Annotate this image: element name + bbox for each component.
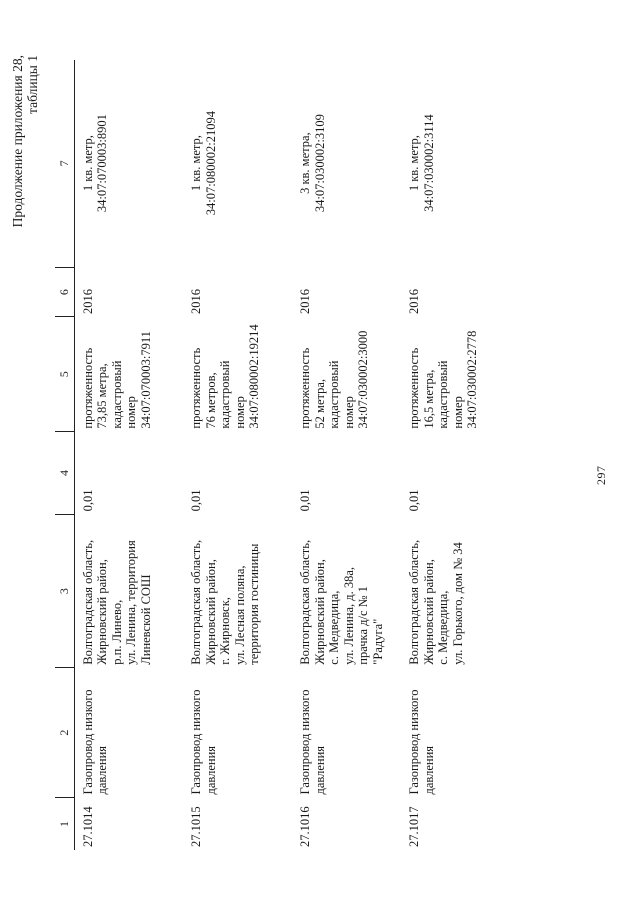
object-characteristics-line: протяженность xyxy=(189,347,203,429)
object-address-line: Линевской СОШ xyxy=(138,574,153,665)
row-number: 27.1015 xyxy=(189,806,203,847)
object-year: 2016 xyxy=(407,288,421,314)
object-address xyxy=(401,514,510,667)
column-header-4: 4 xyxy=(55,432,74,515)
land-cadastre xyxy=(401,60,510,267)
land-cadastre xyxy=(292,60,401,267)
row-number: 27.1016 xyxy=(298,806,312,847)
table-row xyxy=(292,60,401,850)
object-address-line: Волгоградская область, xyxy=(298,539,312,665)
object-value: 0,01 xyxy=(189,489,203,512)
land-cadastre-line: 3 кв. метра, xyxy=(298,132,312,194)
object-address-line: г. Жирновск, xyxy=(218,597,232,665)
table-row xyxy=(401,60,510,850)
object-address xyxy=(74,514,183,667)
column-number-row xyxy=(55,60,74,850)
object-characteristics-line: 34:07:080002:19214 xyxy=(247,324,261,429)
object-address-line: Волгоградская область, xyxy=(189,539,203,665)
object-address-line: территория гостиницы xyxy=(247,543,261,665)
object-name-line: давления xyxy=(95,745,109,795)
land-cadastre-line: 1 кв. метр, xyxy=(189,135,203,192)
object-address-line: с. Медведица, xyxy=(327,590,341,665)
object-name-line: Газопровод низкого xyxy=(407,689,421,795)
land-cadastre-line: 1 кв. метр, xyxy=(80,135,95,192)
land-cadastre xyxy=(183,60,292,267)
row-number: 27.1014 xyxy=(80,806,95,847)
object-name-line: давления xyxy=(421,745,436,795)
column-header-7: 7 xyxy=(55,60,74,267)
object-address-line: прачка д/с № 1 xyxy=(356,586,370,665)
object-name-line: давления xyxy=(312,745,327,795)
object-name xyxy=(292,668,401,798)
object-address xyxy=(292,514,401,667)
appendix-note-line-2: таблицы 1 xyxy=(25,55,40,114)
page-number: 297 xyxy=(594,465,608,485)
land-cadastre-line: 34:07:030002:3109 xyxy=(312,114,327,213)
object-characteristics xyxy=(401,317,510,432)
object-address-line: Жирновский район, xyxy=(203,559,218,665)
object-value: 0,01 xyxy=(407,489,421,512)
land-cadastre-line: 34:07:030002:3114 xyxy=(421,114,436,212)
object-address-line: р.п. Линево, xyxy=(109,599,124,665)
object-characteristics-line: кадастровый xyxy=(436,360,450,429)
object-name-line: Газопровод низкого xyxy=(298,689,312,795)
object-name-line: Газопровод низкого xyxy=(189,689,203,795)
object-characteristics-line: кадастровый xyxy=(327,360,341,429)
column-header-5: 5 xyxy=(55,317,74,432)
object-characteristics-line: номер xyxy=(232,396,247,429)
object-year: 2016 xyxy=(189,288,203,314)
object-characteristics-line: 52 метра, xyxy=(312,378,327,429)
object-address-line: ул. Лесная поляна, xyxy=(232,565,247,665)
object-year: 2016 xyxy=(80,288,95,314)
property-table xyxy=(55,60,510,850)
row-number: 27.1017 xyxy=(407,806,421,847)
object-characteristics-line: 76 метров, xyxy=(203,372,218,429)
object-characteristics-line: протяженность xyxy=(407,347,421,429)
object-address-line: с. Медведица, xyxy=(436,590,450,665)
land-cadastre-line: 1 кв. метр, xyxy=(407,135,421,192)
object-characteristics xyxy=(74,317,183,432)
object-name xyxy=(401,668,510,798)
appendix-note-line-1: Продолжение приложения 28, xyxy=(10,55,25,228)
object-address-line: ул. Ленина, территория xyxy=(124,540,138,665)
table-row xyxy=(74,60,183,850)
object-characteristics-line: номер xyxy=(450,396,465,429)
object-name xyxy=(74,668,183,798)
object-address-line: Волгоградская область, xyxy=(80,539,95,665)
object-address-line: Жирновский район, xyxy=(312,559,327,665)
object-characteristics-line: кадастровый xyxy=(218,360,232,429)
column-header-3: 3 xyxy=(55,514,74,667)
column-header-2: 2 xyxy=(55,668,74,798)
object-characteristics-line: кадастровый xyxy=(109,360,124,429)
object-characteristics-line: протяженность xyxy=(80,347,95,429)
object-characteristics-line: 34:07:030002:3000 xyxy=(356,330,370,429)
object-characteristics xyxy=(292,317,401,432)
object-address-line: ул. Горького, дом № 34 xyxy=(450,542,465,665)
object-address-line: Жирновский район, xyxy=(95,559,109,665)
object-characteristics-line: номер xyxy=(341,396,356,429)
object-value: 0,01 xyxy=(80,489,95,512)
column-header-1: 1 xyxy=(55,798,74,850)
object-characteristics-line: номер xyxy=(124,396,138,429)
land-cadastre xyxy=(74,60,183,267)
table-row xyxy=(183,60,292,850)
object-address-line: ул. Ленина, д. 38а, xyxy=(341,566,356,665)
object-address xyxy=(183,514,292,667)
object-characteristics xyxy=(183,317,292,432)
object-name-line: Газопровод низкого xyxy=(80,689,95,795)
object-characteristics-line: 16,5 метра, xyxy=(421,369,436,429)
object-characteristics-line: 34:07:070003:7911 xyxy=(138,331,153,429)
object-address-line: Жирновский район, xyxy=(421,559,436,665)
object-address-line: Волгоградская область, xyxy=(407,539,421,665)
appendix-continuation-note xyxy=(10,55,40,227)
object-characteristics-line: 34:07:030002:2778 xyxy=(465,330,479,429)
object-name-line: давления xyxy=(203,745,218,795)
object-characteristics-line: протяженность xyxy=(298,347,312,429)
land-cadastre-line: 34:07:080002:21094 xyxy=(203,111,218,216)
column-header-6: 6 xyxy=(55,267,74,317)
object-name xyxy=(183,668,292,798)
land-cadastre-line: 34:07:070003:8901 xyxy=(95,114,109,213)
object-value: 0,01 xyxy=(298,489,312,512)
object-year: 2016 xyxy=(298,288,312,314)
object-characteristics-line: 73,85 метра, xyxy=(95,363,109,429)
object-address-line: "Радуга" xyxy=(370,618,385,665)
